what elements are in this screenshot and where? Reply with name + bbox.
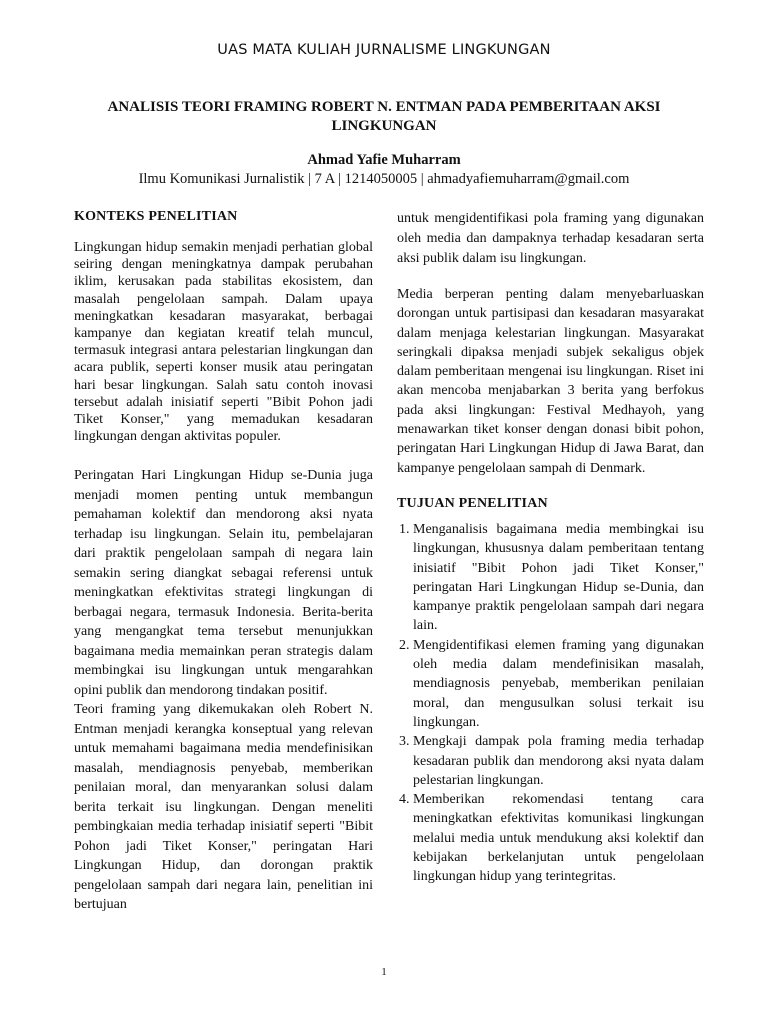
list-item: 2. Mengidentifikasi elemen framing yang digunakan oleh media dalam mendefinisikan masalah, mendiagnosis penyebab, memberikan penilaian moral, dan mengusulkan solusi terkait isu lingkungan. (413, 636, 704, 732)
page-number: 1 (381, 966, 387, 978)
list-item: 3. Mengkaji dampak pola framing media terhadap kesadaran publik dan mendorong aksi nyata dalam pelestarian lingkungan. (413, 732, 704, 790)
context-paragraph-5: Media berperan penting dalam menyebarluaskan dorongan untuk partisipasi dan kesadaran masyarakat dalam menjaga kelestarian lingkungan. Masyarakat seringkali dipaksa menjadi subjek sekaligus objek dalam pemberitaan mengenai isu lingkungan. Riset ini akan mencoba menjabarkan 3 berita yang berfokus pada aksi lingkungan: Festival Medhayoh, yang menawarkan tiket konser dengan donasi bibit pohon, peringatan Hari Lingkungan Hidup di Jawa Barat, dan kampanye pengelolaan sampah di Denmark. (397, 287, 704, 476)
author-affiliation: Ilmu Komunikasi Jurnalistik | 7 A | 1214050005 | ahmadyafiemuharram@gmail.com (138, 171, 630, 187)
context-paragraph-3: Teori framing yang dikemukakan oleh Robert N. Entman menjadi kerangka konseptual yang relevan untuk memahami bagaimana media mendefinisikan masalah, mendiagnosis penyebab, memberikan penilaian moral, dan menyarankan solusi dalam berita terkait isu lingkungan. Dengan meneliti pembingkaian media terhadap inisiatif seperti "Bibit Pohon jadi Tiket Konser," peringatan Hari Lingkungan Hidup, dan dorongan praktik pengelolaan sampah dari negara lain, penelitian ini bertujuan (74, 702, 373, 913)
list-item: 1. Menganalisis bagaimana media membingkai isu lingkungan, khususnya dalam pemberitaan tentang inisiatif "Bibit Pohon jadi Tiket Konser," peringatan Hari Lingkungan Hidup se-Dunia, dan kampanye praktik pengelolaan sampah dari negara lain. (413, 520, 704, 636)
section-heading-context: KONTEKS PENELITIAN (74, 209, 238, 224)
context-paragraph-2: Peringatan Hari Lingkungan Hidup se-Dunia juga menjadi momen penting untuk membangun pemahaman kolektif dan mendorong aksi nyata terhadap isu lingkungan. Selain itu, pembelajaran dari praktik pengelolaan sampah di negara lain semakin sering diangkat sebagai referensi untuk meningkatkan efektivitas strategi lingkungan di berbagai negara, termasuk Indonesia. Berita-berita yang mengangkat tema tersebut menunjukkan bagaimana media memainkan peran strategis dalam membingkai isu lingkungan untuk mengarahkan opini publik dan mendorong tindakan positif. (74, 468, 373, 698)
section-heading-objectives: TUJUAN PENELITIAN (397, 495, 548, 511)
course-header: UAS MATA KULIAH JURNALISME LINGKUNGAN (217, 42, 551, 58)
list-item: 4. Memberikan rekomendasi tentang cara meningkatkan efektivitas komunikasi lingkungan melalui media untuk mendukung aksi kolektif dan kebijakan berkelanjutan untuk pengelolaan lingkungan hidup yang terintegritas. (413, 790, 704, 886)
right-column (397, 209, 704, 887)
context-paragraph-4: untuk mengidentifikasi pola framing yang digunakan oleh media dan dampaknya terhadap kesadaran serta aksi publik dalam isu lingkungan. (397, 211, 704, 266)
context-paragraph-1: Lingkungan hidup semakin menjadi perhatian global seiring dengan meningkatnya dampak perubahan iklim, kerusakan pada stabilitas ekosistem, dan masalah pengelolaan sampah. Dalam upaya meningkatkan kesadaran masyarakat, berbagai kampanye dan kegiatan kreatif telah muncul, termasuk integrasi antara pelestarian lingkungan dan acara publik, seperti konser musik atau peringatan hari besar lingkungan. Salah satu contoh inovasi tersebut adalah inisiatif seperti "Bibit Pohon jadi Tiket Konser," yang memadukan kesadaran lingkungan dengan aktivitas populer. (74, 240, 373, 445)
left-column (74, 209, 373, 915)
objectives-list (397, 520, 704, 887)
paper-title: ANALISIS TEORI FRAMING ROBERT N. ENTMAN PADA PEMBERITAAN AKSI LINGKUNGAN (107, 99, 661, 134)
author-name: Ahmad Yafie Muharram (307, 152, 461, 168)
